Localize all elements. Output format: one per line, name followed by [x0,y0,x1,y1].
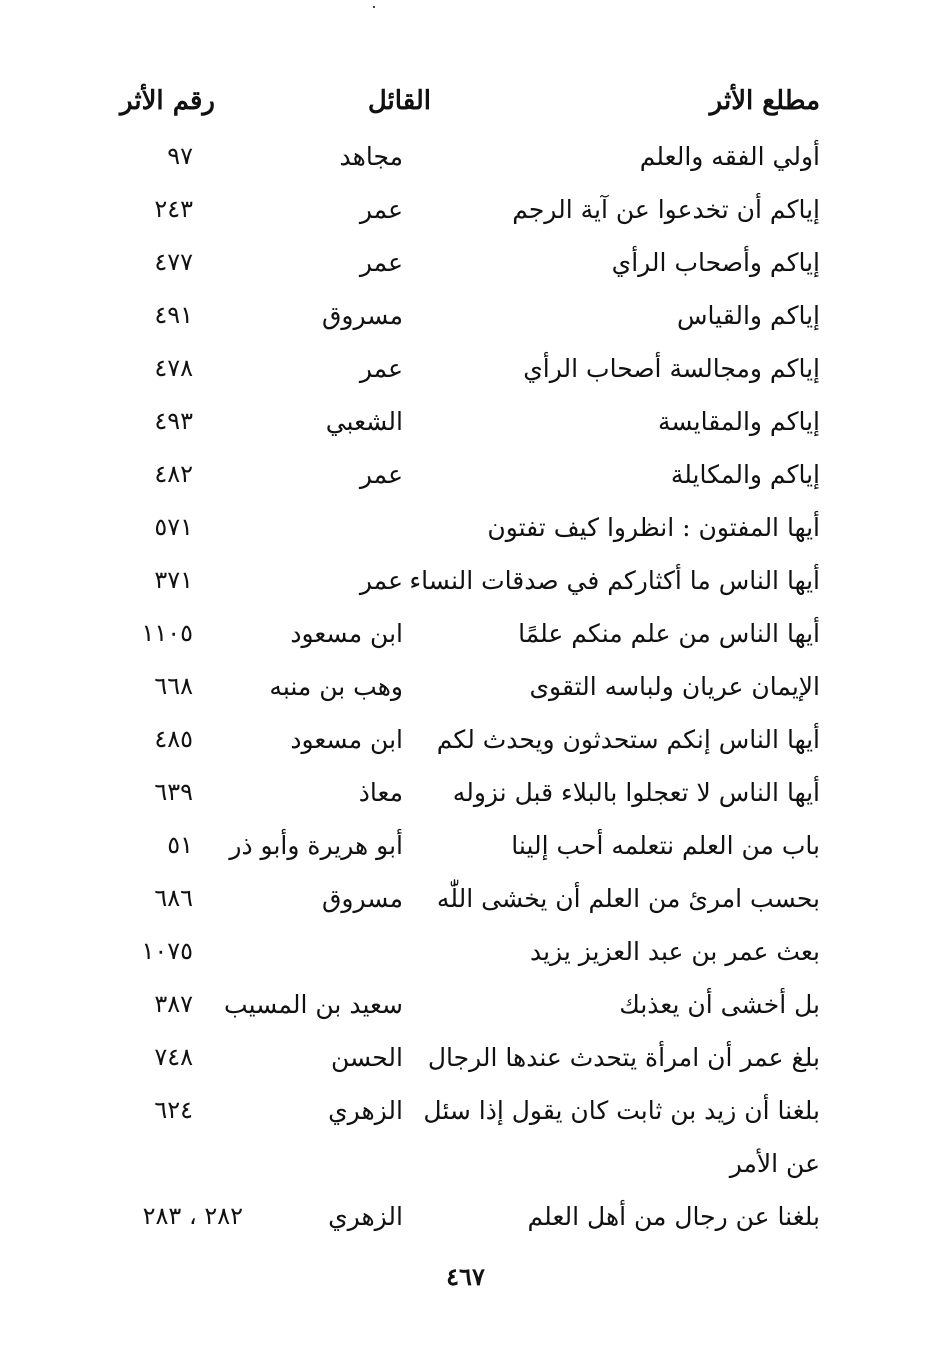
index-row [0,664,931,716]
row-number: ٩٧ [167,142,193,170]
row-number: ١١٠٥ [141,619,193,647]
row-number: ٢٤٣ [154,195,193,223]
row-text: أولي الفقه والعلم [639,142,820,171]
row-number: ٢٨٢ ، ٢٨٣ [142,1202,243,1230]
row-number: ٦٢٤ [154,1096,193,1124]
row-number: ٧٤٨ [154,1043,193,1071]
row-number: ٦٦٨ [154,672,193,700]
header-speaker-column: القائل [367,86,431,116]
row-text: أيها الناس ما أكثاركم في صدقات النساء [409,566,820,595]
row-text: إياكم ومجالسة أصحاب الرأي [523,354,820,383]
row-text: بلغ عمر أن امرأة يتحدث عندها الرجال [427,1043,820,1072]
row-text: إياكم وأصحاب الرأي [611,248,820,277]
row-speaker: عمر [359,195,403,224]
row-text: بل أخشى أن يعذبك [619,990,820,1019]
index-row [0,929,931,981]
row-text: إياكم أن تخدعوا عن آية الرجم [512,195,820,224]
row-speaker: عمر [359,566,403,595]
row-speaker: الزهري [328,1202,403,1231]
row-number: ٥٧١ [154,513,193,541]
row-number: ٥١ [167,831,193,859]
row-number: ٤٨٢ [154,460,193,488]
index-row [0,558,931,610]
index-row-continuation [0,1141,931,1193]
row-number: ٤٩٣ [154,407,193,435]
row-number: ٣٨٧ [154,990,193,1018]
row-number: ٤٧٨ [154,354,193,382]
index-row [0,770,931,822]
row-speaker: ابن مسعود [290,619,403,648]
row-speaker: الشعبي [325,407,403,436]
row-text: أيها الناس من علم منكم علمًا [518,619,820,648]
row-text: بعث عمر بن عبد العزيز يزيد [529,937,820,966]
index-row [0,1088,931,1140]
index-row [0,399,931,451]
row-number: ١٠٧٥ [141,937,193,965]
row-text: أيها المفتون : انظروا كيف تفتون [487,513,820,542]
row-text: أيها الناس لا تعجلوا بالبلاء قبل نزوله [452,778,820,807]
index-row [0,1035,931,1087]
index-row [0,452,931,504]
row-speaker: الزهري [328,1096,403,1125]
index-row [0,505,931,557]
row-speaker: مجاهد [339,142,403,171]
row-text: إياكم والقياس [677,301,820,330]
row-number: ٦٣٩ [154,778,193,806]
row-text: عن الأمر [729,1149,820,1178]
row-speaker: الحسن [330,1043,403,1072]
row-text: بلغنا أن زيد بن ثابت كان يقول إذا سئل [423,1096,820,1125]
index-row [0,187,931,239]
row-speaker: سعيد بن المسيب [224,990,403,1019]
index-row [0,717,931,769]
index-row [0,346,931,398]
row-text: باب من العلم نتعلمه أحب إلينا [511,831,820,860]
index-row [0,1194,931,1246]
row-speaker: عمر [359,248,403,277]
index-row [0,134,931,186]
index-row [0,611,931,663]
row-number: ٤٩١ [154,301,193,329]
row-speaker: عمر [359,460,403,489]
print-mark [373,6,375,8]
row-speaker: معاذ [358,778,403,807]
index-row [0,982,931,1034]
row-text: بحسب امرئ من العلم أن يخشى اللّٰه [436,884,820,913]
row-text: إياكم والمكايلة [670,460,820,489]
index-row [0,240,931,292]
row-text: بلغنا عن رجال من أهل العلم [527,1202,820,1231]
row-speaker: عمر [359,354,403,383]
row-speaker: مسروق [322,301,403,330]
row-speaker: أبو هريرة وأبو ذر [229,831,403,860]
row-number: ٦٨٦ [154,884,193,912]
header-text-column: مطلع الأثر [709,86,820,116]
page-number: ٤٦٧ [446,1262,485,1291]
row-number: ٣٧١ [154,566,193,594]
row-number: ٤٨٥ [154,725,193,753]
row-speaker: ابن مسعود [290,725,403,754]
row-speaker: وهب بن منبه [269,672,403,701]
row-text: الإيمان عريان ولباسه التقوى [529,672,820,701]
row-text: إياكم والمقايسة [657,407,820,436]
row-text: أيها الناس إنكم ستحدثون ويحدث لكم [436,725,820,754]
index-row [0,823,931,875]
index-row [0,293,931,345]
row-number: ٤٧٧ [154,248,193,276]
header-number-column: رقم الأثر [120,86,215,116]
row-speaker: مسروق [322,884,403,913]
table-header [0,86,931,126]
index-row [0,876,931,928]
